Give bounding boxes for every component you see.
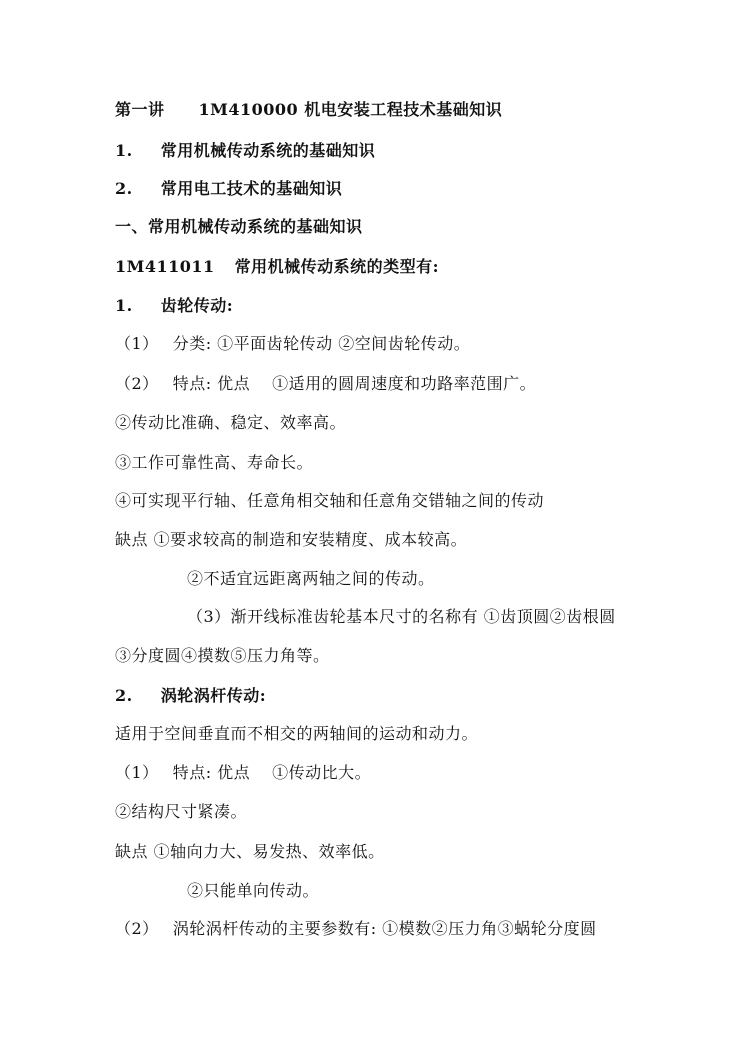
outline-text: 常用电工技术的基础知识 [160,179,343,198]
paragraph-line [115,842,385,862]
item-number: （1） [115,334,159,353]
paragraph-line [115,724,478,744]
paragraph-line [115,453,313,473]
text-span: ③工作可靠性高、寿命长。 [115,453,314,472]
paragraph-gear-classification [115,334,470,354]
paragraph-line [187,881,319,901]
paragraph-line [115,491,544,511]
text-span: （3）渐开线标准齿轮基本尺寸的名称有 ①齿顶圆②齿根圆 [187,607,616,626]
outline-text: 常用机械传动系统的基础知识 [160,141,376,160]
text-span: 缺点 ①要求较高的制造和安装精度、成本较高。 [115,530,468,549]
item-text: 涡轮涡杆传动的主要参数有: ①模数②压力角③蜗轮分度圆 [172,919,597,938]
text-span: ④可实现平行轴、任意角相交轴和任意角交错轴之间的传动 [115,491,545,510]
paragraph-line [115,413,346,433]
text-span: 适用于空间垂直而不相交的两轴间的运动和动力。 [115,724,479,743]
paragraph-worm-features [115,763,371,783]
text-span: ②不适宜远距离两轴之间的传动。 [187,569,435,588]
lecture-title: 1M410000 机电安装工程技术基础知识 [198,100,503,119]
section-heading-1 [115,217,363,237]
text-span: ②传动比准确、稳定、效率高。 [115,413,347,432]
lecture-label: 第一讲 [115,100,165,119]
paragraph-line [187,569,435,589]
outline-number: 2. [115,179,133,198]
subheading-number: 1. [115,296,133,315]
item-number: （2） [115,919,159,938]
heading-lecture-1 [115,100,502,120]
subheading-text: 涡轮涡杆传动: [160,686,267,705]
paragraph-worm-parameters [115,919,597,939]
text-span: ③分度圆④摸数⑤压力角等。 [115,646,330,665]
outline-item-1 [115,141,375,161]
paragraph-line [115,646,330,666]
item-number: （1） [115,763,159,782]
outline-item-2 [115,179,342,199]
text-span: 缺点 ①轴向力大、易发热、效率低。 [115,842,385,861]
paragraph-line [187,607,616,627]
text-span: ②结构尺寸紧凑。 [115,802,248,821]
subheading-gear [115,296,233,316]
item-number: （2） [115,374,159,393]
paragraph-gear-features [115,374,536,394]
item-text: 特点: 优点 [172,374,251,393]
text-span: ②只能单向传动。 [187,881,320,900]
paragraph-line [115,530,467,550]
topic-code: 1M411011 [115,257,215,276]
topic-heading-1m411011 [115,257,439,277]
subheading-text: 齿轮传动: [160,296,234,315]
item-text-advantage: ①适用的圆周速度和功路率范围广。 [272,374,537,393]
paragraph-line [115,802,247,822]
section-text: 一、常用机械传动系统的基础知识 [115,217,363,236]
outline-number: 1. [115,141,133,160]
item-text: 特点: 优点 [172,763,251,782]
subheading-worm [115,686,266,706]
topic-title: 常用机械传动系统的类型有: [234,257,440,276]
subheading-number: 2. [115,686,133,705]
item-text: 分类: ①平面齿轮传动 ②空间齿轮传动。 [172,334,471,353]
item-text-advantage: ①传动比大。 [272,763,372,782]
